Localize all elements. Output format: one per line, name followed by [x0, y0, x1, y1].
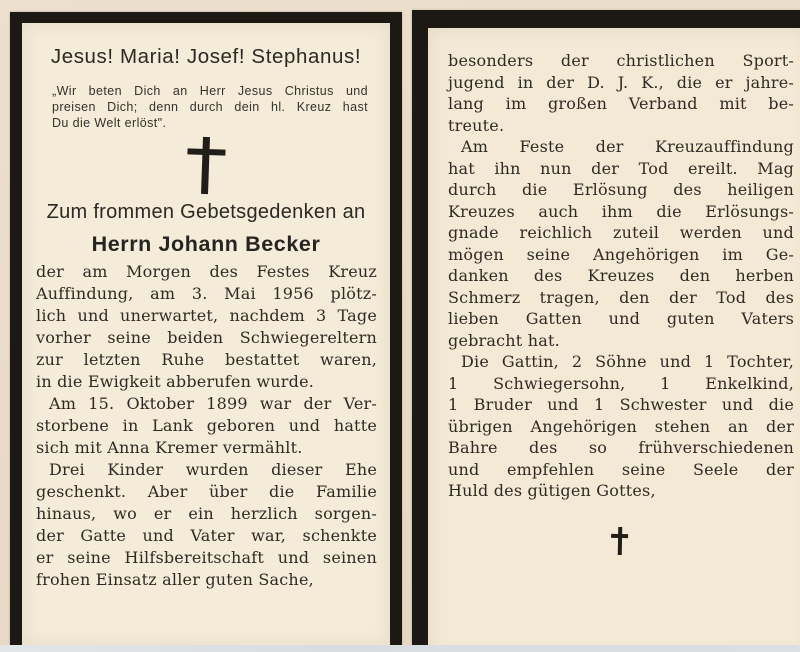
text-line: sich mit Anna Kremer vermählt. [36, 438, 303, 457]
text-line: jugend in der D. J. K., die er jahre- [448, 72, 794, 92]
text-line: Huld des gütigen Gottes, [448, 481, 656, 500]
latin-cross-icon [186, 136, 226, 194]
text-line: „Wir beten Dich an Herr Jesus Christus und [52, 84, 368, 98]
text-line: zur letzten Ruhe bestattet waren, [36, 350, 377, 369]
prayer-quote [52, 83, 368, 131]
text-line: storbene in Lank geboren und hatte [36, 416, 377, 435]
text-line: Du die Welt erlöst". [52, 116, 167, 130]
cross-vertical-bar [201, 137, 210, 194]
deceased-name: Herrn Johann Becker [91, 232, 321, 256]
text-line: Drei Kinder wurden dieser Ehe [49, 460, 377, 479]
text-line: hinaus, wo er ein herzlich sorgen- [36, 504, 377, 523]
text-line: Kreuzes auch ihm die Erlösungs- [448, 201, 794, 221]
paragraph [448, 50, 794, 136]
text-line: Schmerz tragen, den der Tod des [448, 287, 794, 307]
dedication-line: Zum frommen Gebetsgedenken an [46, 201, 366, 223]
text-line: hat ihn nun der Tod ereilt. Mag [448, 158, 794, 178]
text-line: besonders der christlichen Sport- [448, 51, 794, 70]
text-line: gebracht hat. [448, 330, 560, 350]
text-line: preisen Dich; denn durch dein hl. Kreuz hast [52, 100, 368, 114]
paragraph [36, 393, 377, 459]
text-line: Bahre des so frühverschiedenen [448, 438, 794, 457]
text-line: Am Feste der Kreuzauffindung [461, 137, 794, 156]
right-page-content [428, 50, 800, 652]
text-line: und empfehlen seine Seele der [448, 459, 794, 479]
text-line: der am Morgen des Festes Kreuz [36, 262, 377, 281]
text-line: 1 Schwiegersohn, 1 Enkelkind, [448, 373, 794, 393]
text-line: lang im großen Verband mit be- [448, 94, 794, 113]
text-line: treute. [448, 115, 505, 135]
text-line: vorher seine beiden Schwiegereltern [36, 328, 377, 347]
cross-horizontal-bar [611, 533, 628, 537]
text-line: danken des Kreuzes den herben [448, 266, 794, 285]
paragraph [448, 351, 794, 502]
text-line: Auffindung, am 3. Mai 1956 plötz- [36, 284, 377, 303]
text-line: Die Gattin, 2 Söhne und 1 Tochter, [461, 352, 794, 371]
memorial-card-right-page [412, 10, 800, 652]
latin-cross-icon [610, 526, 627, 554]
text-line: in die Ewigkeit abberufen wurde. [36, 372, 315, 391]
right-page-body [448, 50, 794, 502]
paragraph [448, 136, 794, 351]
cross-horizontal-bar [187, 148, 225, 155]
text-line: gnade reichlich zuteil werden und [448, 223, 794, 242]
invocation-heading: Jesus! Maria! Josef! Stephanus! [50, 45, 362, 68]
text-line: mögen seine Angehörigen im Ge- [448, 244, 794, 264]
left-page-body [36, 261, 377, 591]
scan-edge-strip [0, 645, 800, 652]
cross-vertical-bar [617, 526, 621, 554]
text-line: geschenkt. Aber über die Familie [36, 482, 377, 501]
paragraph [36, 261, 377, 393]
text-line: lich und unerwartet, nachdem 3 Tage [36, 306, 377, 325]
memorial-card-left-page [10, 12, 402, 652]
text-line: übrigen Angehörigen stehen an der [448, 416, 794, 436]
text-line: Am 15. Oktober 1899 war der Ver- [49, 394, 377, 413]
text-line: er seine Hilfsbereitschaft und seinen [36, 548, 377, 567]
text-line: der Gatte und Vater war, schenkte [36, 526, 377, 545]
text-line: 1 Bruder und 1 Schwester und die [448, 395, 794, 414]
text-line: frohen Einsatz aller guten Sache, [36, 570, 314, 589]
text-line: lieben Gatten und guten Vaters [448, 309, 794, 328]
text-line: durch die Erlösung des heiligen [448, 180, 794, 199]
paragraph [36, 459, 377, 591]
left-page-content [22, 45, 390, 652]
